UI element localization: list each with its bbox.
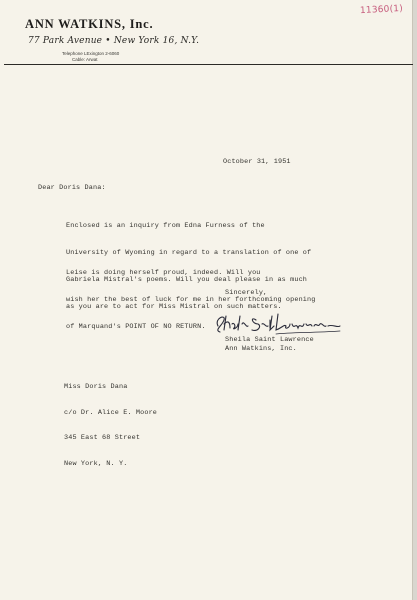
address-line: 345 East 68 Street	[64, 434, 141, 442]
address-line: New York, N. Y.	[64, 459, 128, 468]
recipient-address-block	[64, 367, 157, 485]
archive-reference-mark: 11360(1)	[359, 3, 404, 17]
paragraph-line: Gabriela Mistral's poems. Will you deal please in as much	[66, 276, 308, 284]
paragraph-line: of Marquand's POINT OF NO RETURN.	[66, 323, 206, 331]
paragraph-line: Enclosed is an inquiry from Edna Furness of the	[66, 222, 265, 230]
address-line: Miss Doris Dana	[64, 383, 128, 391]
signer-name: Sheila Saint Lawrence	[225, 336, 314, 344]
letterhead-cable: Cable: Arwat	[72, 57, 98, 62]
paragraph-line: Leise is doing herself proud, indeed. Will you	[66, 269, 261, 277]
letter-date: October 31, 1951	[223, 158, 291, 166]
letter-salutation: Dear Doris Dana:	[38, 184, 106, 192]
letterhead-divider	[4, 64, 413, 65]
paragraph-line: University of Wyoming in regard to a translation of one of	[66, 249, 312, 257]
address-line: c/o Dr. Alice E. Moore	[64, 408, 158, 417]
signer-company: Ann Watkins, Inc.	[225, 345, 297, 353]
letterhead-address: 77 Park Avenue • New York 16, N.Y.	[28, 36, 200, 46]
letterhead-company-name: ANN WATKINS, Inc.	[25, 17, 154, 31]
letterhead-telephone: Telephone LExington 2-6060	[62, 51, 120, 56]
letter-closing: Sincerely,	[225, 289, 268, 297]
paragraph-line: wish her the best of luck for me in her forthcoming opening	[66, 296, 316, 304]
handwritten-signature	[212, 306, 342, 336]
paragraph-line: as you are to act for Miss Mistral on such matters.	[66, 303, 282, 311]
